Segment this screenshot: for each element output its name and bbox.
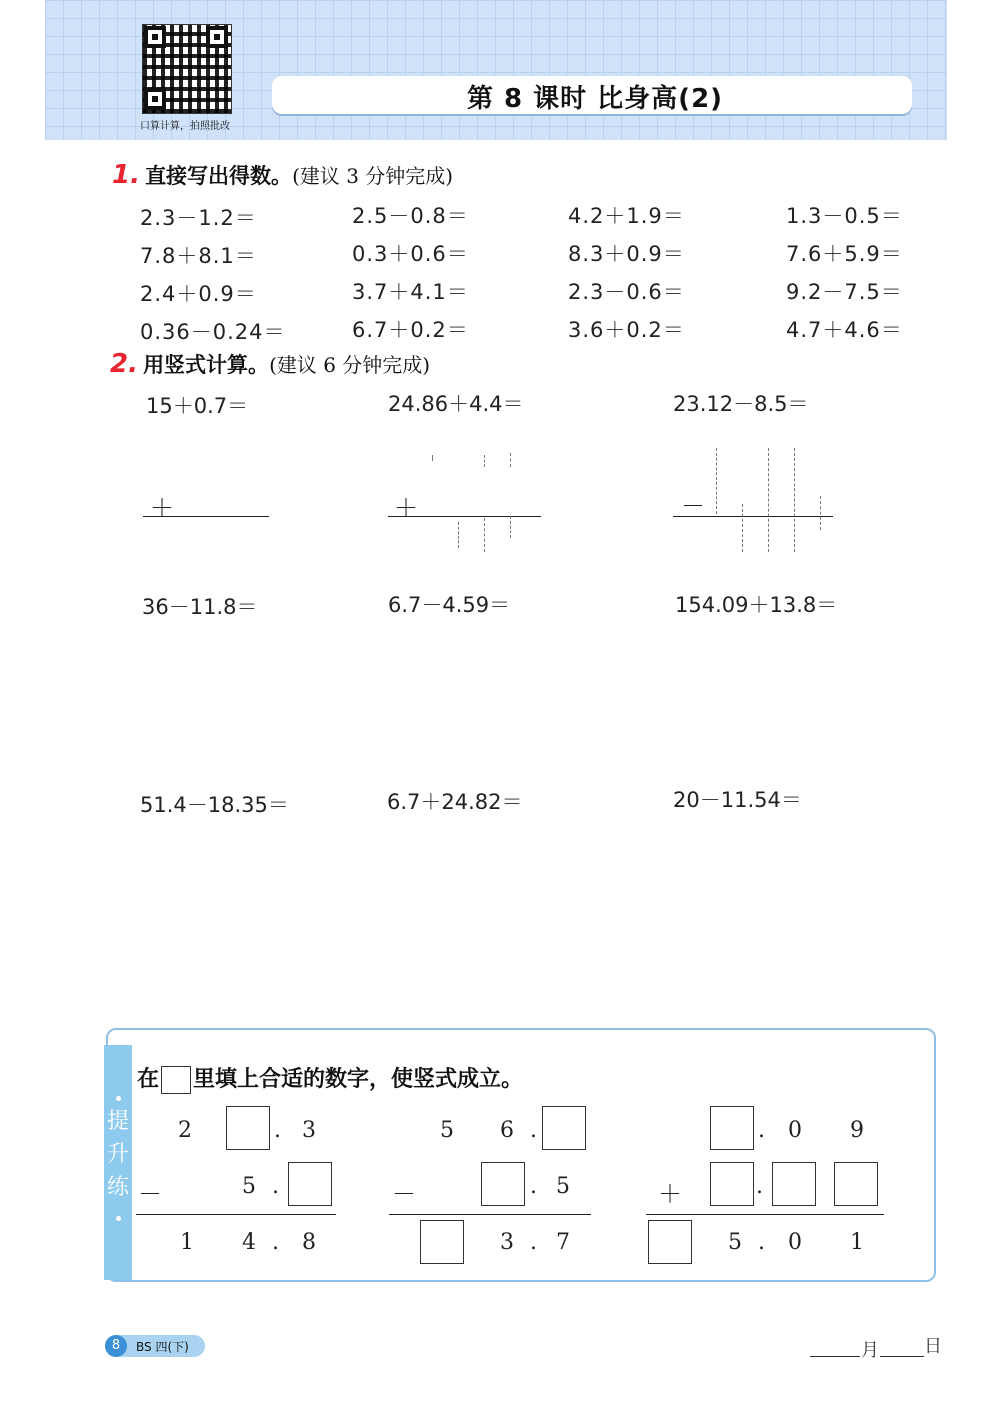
decimal-point: . <box>530 1118 537 1143</box>
answer-box[interactable] <box>772 1162 816 1206</box>
instruction-text: 在 <box>137 1067 160 1092</box>
oral-problem: 6.7＋0.2＝ <box>352 318 469 342</box>
place-guide <box>458 522 459 548</box>
section1-title: 直接写出得数。 <box>145 164 293 188</box>
oral-problem: 0.3＋0.6＝ <box>352 242 469 266</box>
oral-problem: 7.8＋8.1＝ <box>140 244 257 268</box>
vertical-problem: 6.7＋24.82＝ <box>387 790 523 814</box>
oral-problem: 2.5－0.8＝ <box>352 204 469 228</box>
digit: 1 <box>180 1230 194 1255</box>
place-guide <box>510 516 511 538</box>
instruction-text: 里填上合适的数字，使竖式成立。 <box>193 1067 524 1092</box>
section2-title: 用竖式计算。 <box>143 353 270 377</box>
decimal-point: . <box>758 1118 765 1143</box>
edition-label: BS 四(下) <box>136 1340 189 1354</box>
dot-icon <box>116 1096 121 1101</box>
oral-problem: 9.2－7.5＝ <box>786 280 903 304</box>
place-guide <box>484 455 485 467</box>
answer-box[interactable] <box>226 1106 270 1150</box>
qr-finder-icon <box>206 26 228 48</box>
vertical-problem: 24.86＋4.4＝ <box>388 392 524 416</box>
improve-label-char: 提 <box>106 1109 129 1134</box>
digit: 1 <box>850 1230 864 1255</box>
qr-finder-icon <box>144 26 166 48</box>
oral-problem: 4.2＋1.9＝ <box>568 204 685 228</box>
digit: 5 <box>728 1230 742 1255</box>
vertical-problem: 6.7－4.59＝ <box>388 593 511 617</box>
digit: 5 <box>440 1118 454 1143</box>
sum-line <box>388 516 541 517</box>
oral-problem: 4.7＋4.6＝ <box>786 318 903 342</box>
decimal-point: . <box>756 1174 763 1199</box>
answer-box[interactable] <box>420 1220 464 1264</box>
digit: 3 <box>500 1230 514 1255</box>
minus-sign: － <box>392 1180 416 1208</box>
box-icon <box>161 1066 191 1094</box>
vertical-problem: 154.09＋13.8＝ <box>675 593 838 617</box>
month-label: 月 <box>861 1340 879 1361</box>
answer-box[interactable] <box>710 1106 754 1150</box>
lesson-title: 第 8 课时 比身高(2) <box>466 84 724 114</box>
improve-instruction <box>137 1062 523 1094</box>
improve-label-char: 练 <box>106 1175 129 1200</box>
month-blank[interactable] <box>810 1356 860 1357</box>
digit: 6 <box>500 1118 514 1143</box>
sum-line <box>143 516 269 517</box>
decimal-point: . <box>530 1174 537 1199</box>
dot-icon <box>116 1216 121 1221</box>
section1-hint: (建议 3 分钟完成) <box>292 164 454 188</box>
place-guide <box>716 448 717 514</box>
digit: 0 <box>788 1118 802 1143</box>
difference-line <box>673 516 833 517</box>
plus-sign: ＋ <box>394 494 418 522</box>
oral-problem: 3.7＋4.1＝ <box>352 280 469 304</box>
section2-heading <box>110 349 430 379</box>
answer-box[interactable] <box>648 1220 692 1264</box>
place-guide <box>768 448 769 552</box>
digit: 9 <box>850 1118 864 1143</box>
decimal-point: . <box>272 1230 279 1255</box>
vertical-problem: 23.12－8.5＝ <box>673 392 809 416</box>
answer-box[interactable] <box>481 1162 525 1206</box>
decimal-point: . <box>530 1230 537 1255</box>
decimal-point: . <box>758 1230 765 1255</box>
vertical-problem: 51.4－18.35＝ <box>140 793 289 817</box>
day-label: 日 <box>924 1336 942 1357</box>
place-guide <box>794 448 795 552</box>
section2-number: 2. <box>110 349 138 379</box>
vertical-problem: 36－11.8＝ <box>142 595 258 619</box>
oral-problem: 8.3＋0.9＝ <box>568 242 685 266</box>
oral-problem: 3.6＋0.2＝ <box>568 318 685 342</box>
digit: 5 <box>242 1174 256 1199</box>
page-number: 8 <box>105 1335 127 1357</box>
place-guide <box>510 453 511 467</box>
plus-sign: ＋ <box>150 494 174 522</box>
digit: 5 <box>556 1174 570 1199</box>
minus-sign: － <box>138 1180 162 1208</box>
section2-hint: (建议 6 分钟完成) <box>269 353 431 377</box>
decimal-point: . <box>272 1174 279 1199</box>
vertical-problem: 20－11.54＝ <box>673 788 802 812</box>
digit: 7 <box>556 1230 570 1255</box>
improve-label-char: 升 <box>106 1142 129 1167</box>
minus-sign: － <box>681 492 705 520</box>
oral-problem: 0.36－0.24＝ <box>140 320 286 344</box>
answer-box[interactable] <box>834 1162 878 1206</box>
section1-number: 1. <box>112 160 140 190</box>
place-guide <box>742 504 743 552</box>
digit: 2 <box>178 1118 192 1143</box>
oral-problem: 1.3－0.5＝ <box>786 204 903 228</box>
answer-box[interactable] <box>288 1162 332 1206</box>
place-guide <box>484 518 485 552</box>
vertical-problem: 15＋0.7＝ <box>146 394 249 418</box>
answer-box[interactable] <box>542 1106 586 1150</box>
qr-finder-icon <box>144 88 166 110</box>
difference-line <box>136 1214 336 1215</box>
sum-line <box>646 1214 884 1215</box>
oral-problem: 7.6＋5.9＝ <box>786 242 903 266</box>
oral-problem: 2.3－0.6＝ <box>568 280 685 304</box>
answer-box[interactable] <box>710 1162 754 1206</box>
place-guide <box>820 496 821 530</box>
digit: 8 <box>302 1230 316 1255</box>
place-guide <box>432 455 433 461</box>
difference-line <box>389 1214 591 1215</box>
digit: 0 <box>788 1230 802 1255</box>
digit: 4 <box>242 1230 256 1255</box>
improve-label <box>104 1105 132 1204</box>
plus-sign: ＋ <box>658 1180 682 1208</box>
oral-problem: 2.4＋0.9＝ <box>140 282 257 306</box>
digit: 3 <box>302 1118 316 1143</box>
qr-caption: 口算计算，拍照批改 <box>140 121 230 132</box>
decimal-point: . <box>274 1118 281 1143</box>
oral-problem: 2.3－1.2＝ <box>140 206 257 230</box>
day-blank[interactable] <box>880 1356 924 1357</box>
section1-heading <box>112 160 453 190</box>
